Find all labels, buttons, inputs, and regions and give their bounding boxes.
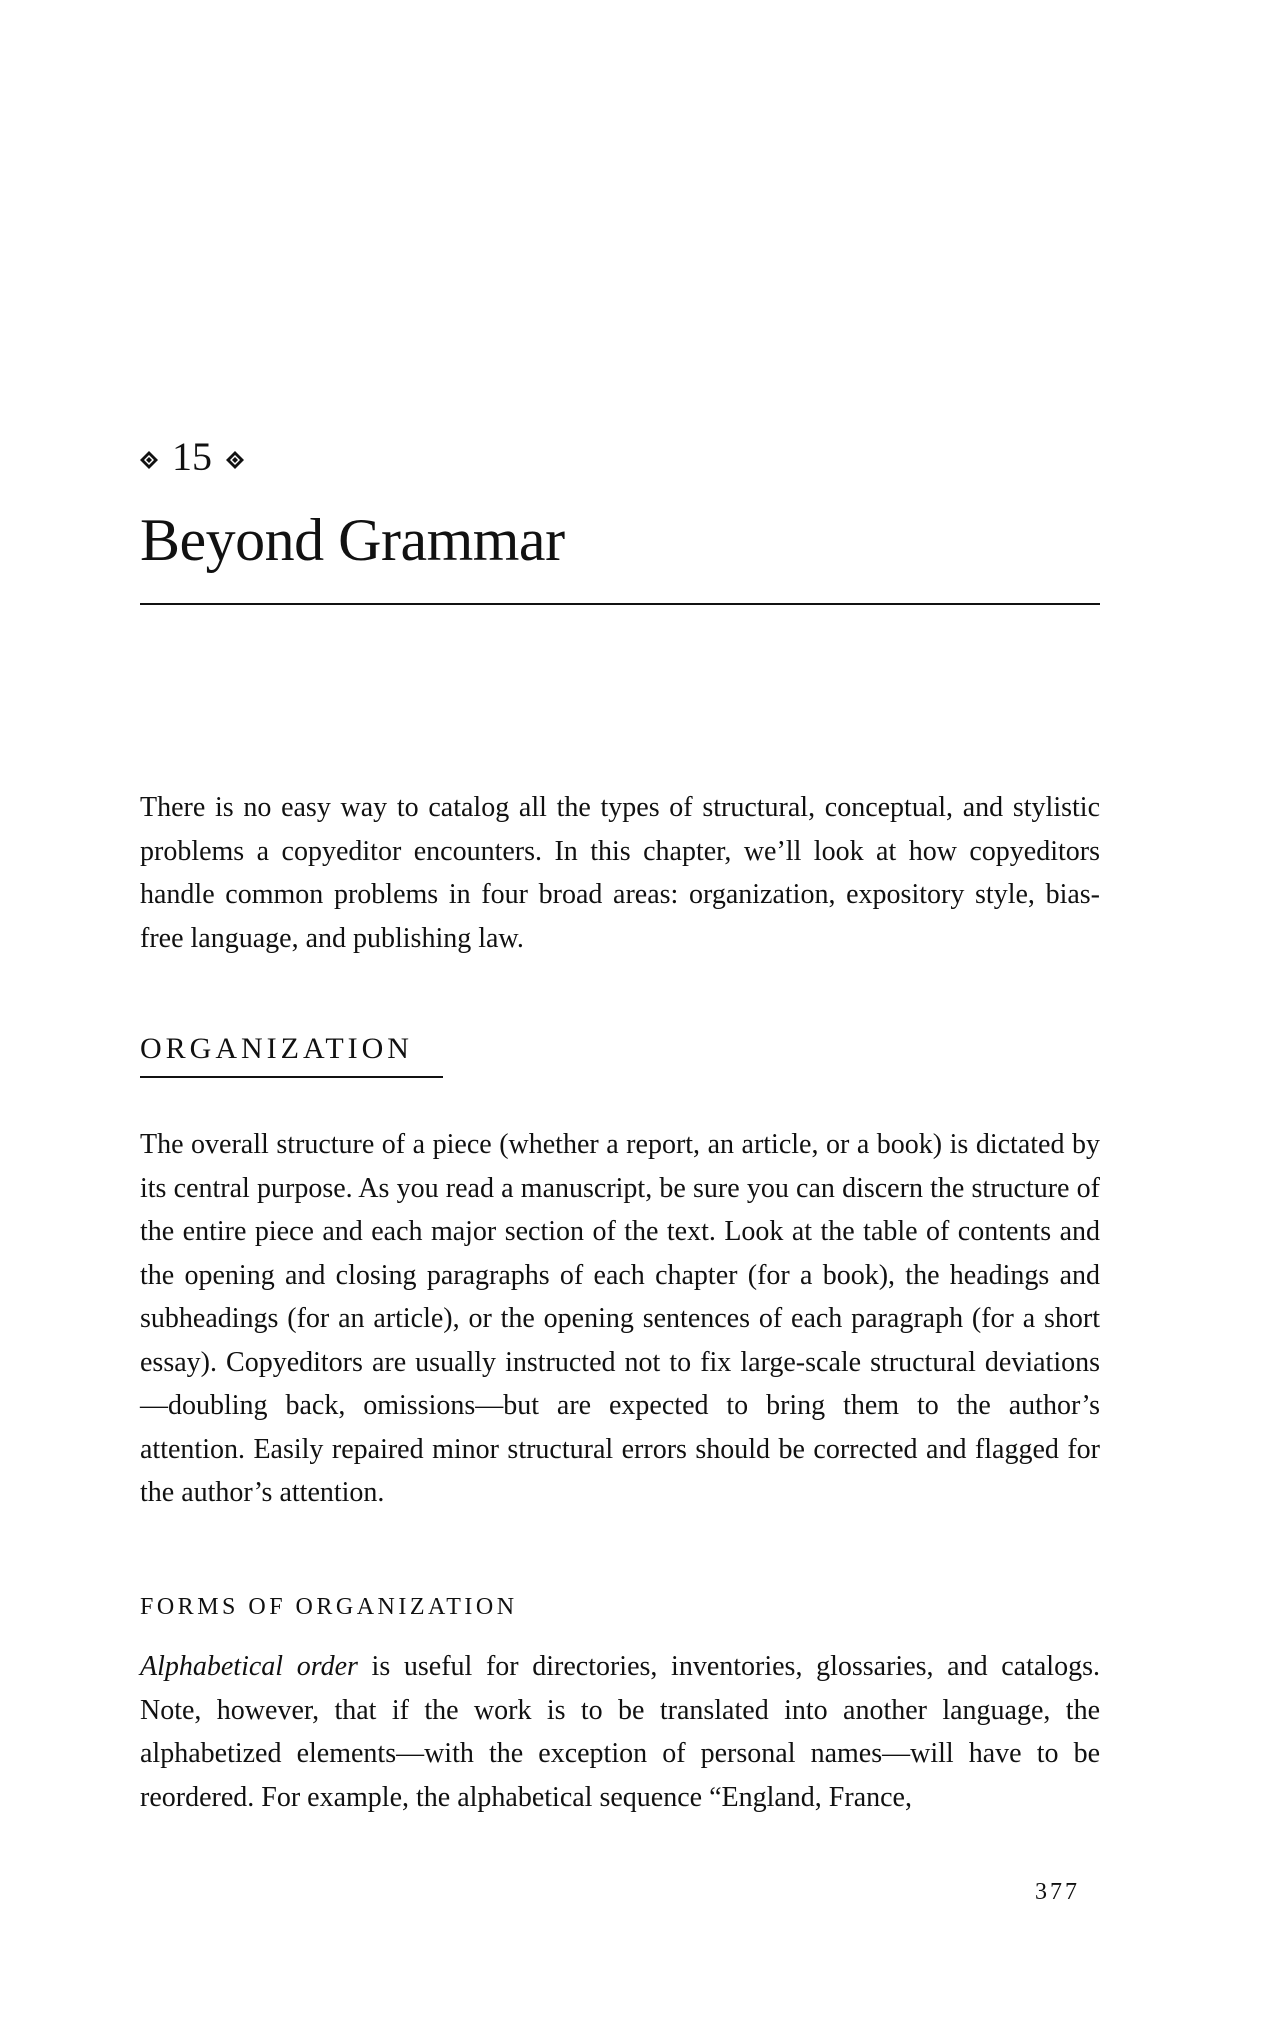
diamond-ornament-icon bbox=[140, 451, 158, 469]
section-heading-underline bbox=[140, 1076, 443, 1078]
chapter-number-line bbox=[140, 434, 244, 479]
subsection-heading: FORMS OF ORGANIZATION bbox=[140, 1594, 518, 1620]
page-number: 377 bbox=[1035, 1879, 1080, 1905]
chapter-title: Beyond Grammar bbox=[140, 507, 565, 573]
section-heading: ORGANIZATION bbox=[140, 1032, 413, 1065]
chapter-number: 15 bbox=[172, 434, 212, 479]
forms-paragraph bbox=[140, 1645, 1100, 1819]
forms-paragraph-text: is useful for directories, inventories, glossaries, and catalogs. Note, however, that if the work is to be translated into another language, the alphabetized elements—with the exception of personal names—will have to be reordered. For example, the alphabetical sequence “England, France, bbox=[140, 1651, 1100, 1813]
title-divider bbox=[140, 603, 1100, 605]
organization-paragraph: The overall structure of a piece (whether a report, an article, or a book) is dictated by its central purpose. As you read a manuscript, be sure you can discern the structure of the entire piece and each major section of the text. Look at the table of contents and the opening and closing paragraphs of each chapter (for a book), the headings and subheadings (for an article), or the opening sentences of each paragraph (for a short essay). Copyeditors are usually instructed not to fix large-scale structural deviations—doubling back, omissions—but are expected to bring them to the author’s attention. Easily repaired minor structural errors should be corrected and flagged for the author’s attention. bbox=[140, 1129, 1100, 1508]
intro-paragraph: There is no easy way to catalog all the types of structural, conceptual, and stylistic problems a copyeditor encounters. In this chapter, we’ll look at how copyeditors handle common problems in four broad areas: organization, expository style, bias-free language, and publishing law. bbox=[140, 792, 1100, 954]
diamond-ornament-icon bbox=[226, 451, 244, 469]
italic-term: Alphabetical order bbox=[140, 1651, 358, 1682]
